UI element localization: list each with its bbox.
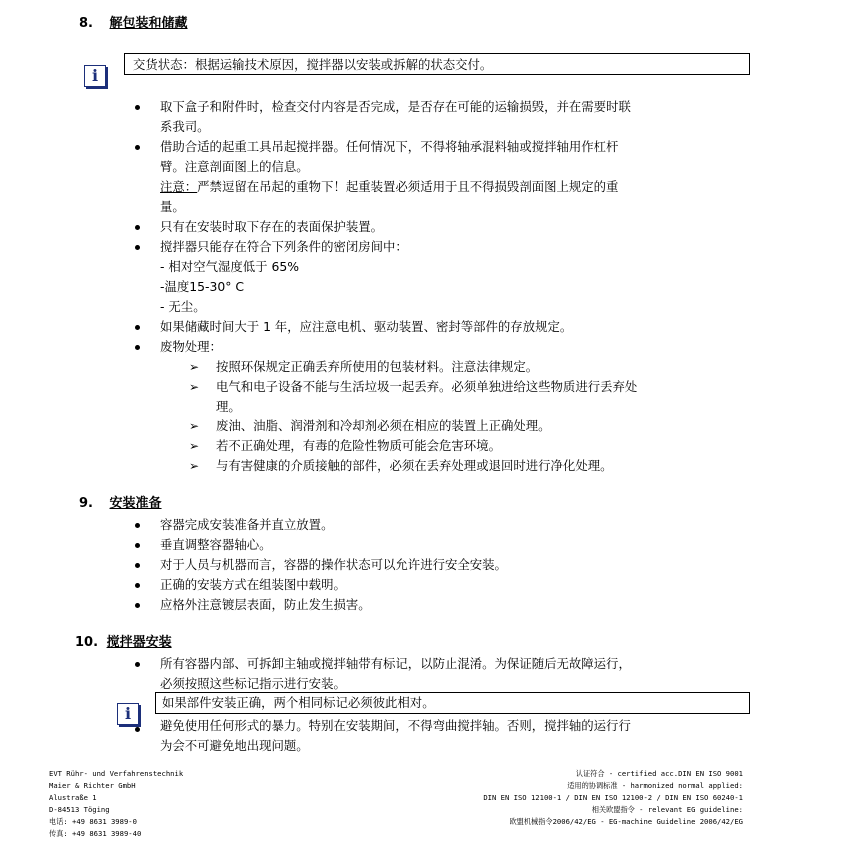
list-item-line: 理。 bbox=[216, 399, 241, 414]
section-title: 解包装和储藏 bbox=[109, 16, 188, 31]
list-item-line: -温度15-30° C bbox=[160, 279, 245, 294]
bullet-dot bbox=[135, 345, 140, 350]
footer-certification bbox=[483, 768, 743, 828]
footer-line: 相关欧盟指令 - relevant EG guideline: bbox=[591, 805, 743, 814]
info-text: 如果部件安装正确，两个相同标记必须彼此相对。 bbox=[162, 695, 435, 710]
list-item-line: 按照环保规定正确丢弃所使用的包装材料。注意法律规定。 bbox=[216, 359, 539, 374]
bullet-dot bbox=[135, 583, 140, 588]
footer-line: 欧盟机械指令2006/42/EG - EG-machine Guideline 2006/42/EG bbox=[509, 817, 743, 826]
list-item-line: 借助合适的起重工具吊起搅拌器。任何情况下，不得将轴承混料轴或搅拌轴用作杠杆 bbox=[160, 139, 619, 154]
note-label: 注意： bbox=[160, 179, 198, 194]
list-item: 容器完成安装准备并直立放置。 bbox=[160, 517, 334, 532]
list-item-line: 为会不可避免地出现问题。 bbox=[160, 738, 309, 753]
list-item bbox=[160, 337, 222, 357]
bullet-dot bbox=[135, 603, 140, 608]
list-item-line: 若不正确处理，有毒的危险性物质可能会危害环境。 bbox=[216, 438, 501, 453]
arrow-bullet-icon: ➢ bbox=[189, 380, 200, 394]
footer-line: EVT Rühr- und Verfahrenstechnik bbox=[49, 769, 184, 778]
footer-line: Maier & Richter GmbH bbox=[49, 781, 136, 790]
sub-list-item bbox=[216, 436, 501, 456]
footer-company-info bbox=[49, 768, 183, 840]
list-item: 正确的安装方式在组装图中载明。 bbox=[160, 577, 346, 592]
list-item-line: 与有害健康的介质接触的部件，必须在丢弃处理或退回时进行净化处理。 bbox=[216, 458, 613, 473]
note-line bbox=[160, 177, 618, 197]
bullet-dot bbox=[135, 145, 140, 150]
arrow-bullet-icon: ➢ bbox=[189, 360, 200, 374]
arrow-bullet-icon: ➢ bbox=[189, 419, 200, 433]
list-item-line: 所有容器内部、可拆卸主轴或搅拌轴带有标记，以防止混淆。为保证随后无故障运行， bbox=[160, 656, 631, 671]
list-item-line: - 相对空气湿度低于 65% bbox=[160, 259, 300, 274]
section-number: 10. bbox=[75, 635, 99, 650]
note-line: 量。 bbox=[160, 199, 185, 214]
list-item-line: 废油、油脂、润滑剂和冷却剂必须在相应的装置上正确处理。 bbox=[216, 418, 551, 433]
bullet-dot bbox=[135, 727, 140, 732]
bullet-dot bbox=[135, 662, 140, 667]
footer-line: DIN EN ISO 12100-1 / DIN EN ISO 12100-2 / DIN EN ISO 60240-1 bbox=[483, 793, 743, 802]
list-item-line: 取下盒子和附件时，检查交付内容是否完成，是否存在可能的运输损毁，并在需要时联 bbox=[160, 99, 631, 114]
list-item-line: 如果储藏时间大于 1 年，应注意电机、驱动装置、密封等部件的存放规定。 bbox=[160, 319, 573, 334]
list-item-line: 电气和电子设备不能与生活垃圾一起丢弃。必须单独进给这些物质进行丢弃处 bbox=[216, 379, 638, 394]
list-item: 应格外注意镀层表面，防止发生损害。 bbox=[160, 597, 371, 612]
list-item-line: 只有在安装时取下存在的表面保护装置。 bbox=[160, 219, 384, 234]
list-item-line: 搅拌器只能存在符合下列条件的密闭房间中： bbox=[160, 239, 408, 254]
list-item-line: 废物处理： bbox=[160, 339, 222, 354]
list-item-line: 必须按照这些标记指示进行安装。 bbox=[160, 676, 346, 691]
info-box bbox=[124, 53, 750, 75]
bullet-dot bbox=[135, 325, 140, 330]
footer-line: Alustraße 1 bbox=[49, 793, 97, 802]
info-icon: i bbox=[117, 703, 139, 725]
bullet-dot bbox=[135, 543, 140, 548]
bullet-dot bbox=[135, 105, 140, 110]
bullet-dot bbox=[135, 245, 140, 250]
section-number: 9. bbox=[79, 496, 93, 511]
list-item: 垂直调整容器轴心。 bbox=[160, 537, 272, 552]
footer-line: 适用的协调标准 - harmonized normal applied: bbox=[567, 781, 743, 790]
list-item-line: 避免使用任何形式的暴力。特别在安装期间，不得弯曲搅拌轴。否则，搅拌轴的运行行 bbox=[160, 718, 631, 733]
list-item-line: 臂。注意剖面图上的信息。 bbox=[160, 159, 309, 174]
note-text: 严禁逗留在吊起的重物下！起重装置必须适用于且不得损毁剖面图上规定的重 bbox=[197, 179, 619, 194]
footer-line: D-84513 Töging bbox=[49, 805, 110, 814]
list-item bbox=[160, 237, 408, 317]
sub-list-item bbox=[216, 456, 613, 476]
section-title: 安装准备 bbox=[109, 496, 162, 511]
section-9-heading bbox=[79, 494, 162, 514]
section-number: 8. bbox=[79, 16, 93, 31]
footer-line: 传真: +49 8631 3989-40 bbox=[49, 829, 142, 838]
sub-list-item bbox=[216, 357, 538, 377]
list-item bbox=[160, 137, 618, 217]
arrow-bullet-icon: ➢ bbox=[189, 459, 200, 473]
section-10-heading bbox=[75, 633, 172, 653]
footer-line: 认证符合 - certified acc.DIN EN ISO 9001 bbox=[575, 769, 743, 778]
bullet-dot bbox=[135, 225, 140, 230]
sub-list-item bbox=[216, 377, 637, 417]
list-item bbox=[160, 217, 383, 237]
info-text: 交货状态：根据运输技术原因，搅拌器以安装或拆解的状态交付。 bbox=[133, 57, 493, 72]
list-item bbox=[160, 317, 572, 337]
list-item bbox=[160, 654, 631, 694]
bullet-dot bbox=[135, 563, 140, 568]
info-box bbox=[155, 692, 750, 714]
sub-list-item bbox=[216, 416, 551, 436]
arrow-bullet-icon: ➢ bbox=[189, 439, 200, 453]
info-icon: i bbox=[84, 65, 106, 87]
list-item-line: - 无尘。 bbox=[160, 299, 206, 314]
list-item bbox=[160, 716, 631, 756]
list-item bbox=[160, 97, 631, 137]
footer-line: 电话: +49 8631 3989-0 bbox=[49, 817, 137, 826]
list-item-line: 系我司。 bbox=[160, 119, 210, 134]
section-8-heading bbox=[79, 14, 188, 34]
list-item: 对于人员与机器而言，容器的操作状态可以允许进行安全安装。 bbox=[160, 557, 507, 572]
bullet-dot bbox=[135, 523, 140, 528]
section-title: 搅拌器安装 bbox=[106, 635, 172, 650]
